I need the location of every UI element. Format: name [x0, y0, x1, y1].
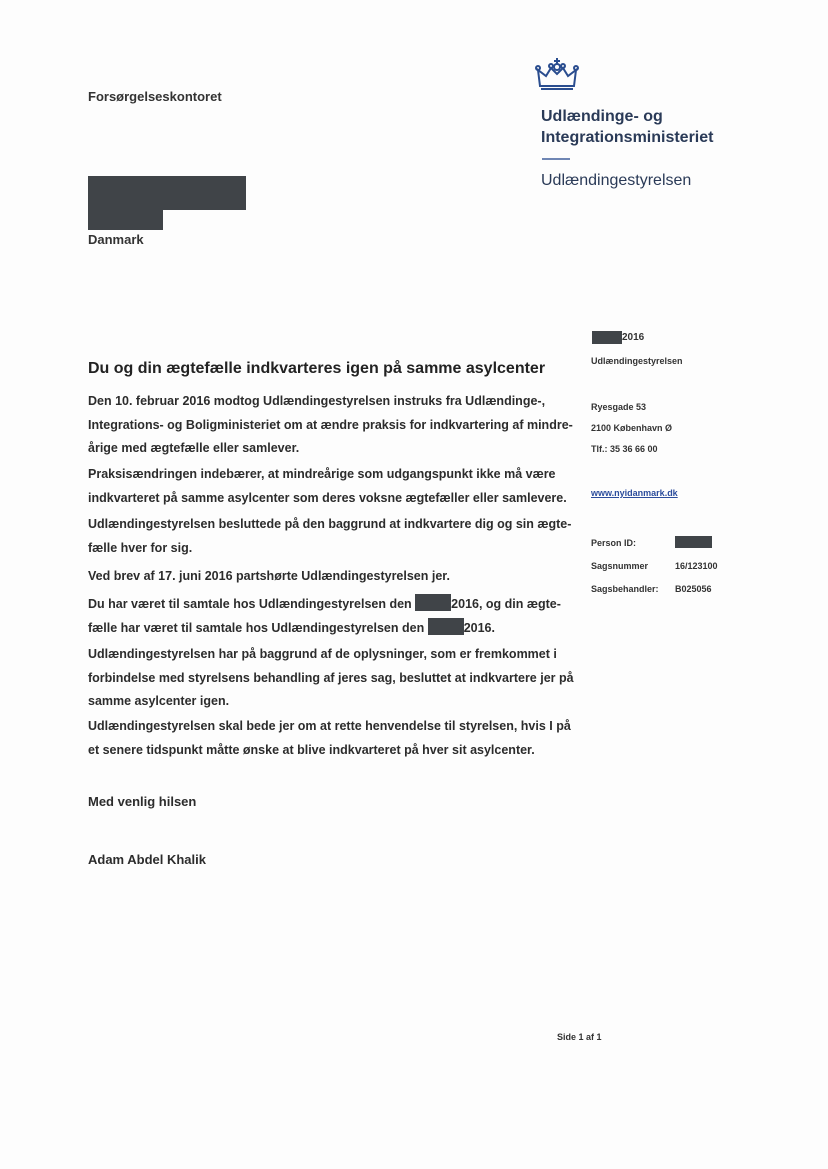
paragraph-2	[88, 463, 568, 510]
paragraph-line	[88, 617, 568, 641]
redacted-interview-date-1	[415, 594, 451, 611]
signer-name: Adam Abdel Khalik	[88, 852, 206, 867]
paragraph-4	[88, 565, 568, 589]
text-fragment: Du har været til samtale hos Udlændingestyrelsen den	[88, 597, 416, 611]
paragraph-line: Praksisændringen indebærer, at mindreårige som udgangspunkt ikke må være	[88, 467, 556, 481]
royal-crown-icon	[534, 56, 580, 92]
paragraph-line: et senere tidspunkt måtte ønske at blive indkvarteret på hver sit asylcenter.	[88, 742, 535, 757]
redacted-date	[592, 331, 622, 344]
paragraph-line: fælle hver for sig.	[88, 540, 193, 555]
ministry-line-1: Udlændinge- og	[541, 108, 663, 125]
case-officer-label: Sagsbehandler:	[591, 584, 659, 594]
text-fragment: 2016, og din ægte-	[451, 597, 561, 611]
agency-name: Udlændingestyrelsen	[541, 172, 692, 189]
redacted-interview-date-2	[428, 618, 464, 635]
case-number-label: Sagsnummer	[591, 561, 649, 571]
date-year: 2016	[622, 332, 645, 343]
sender-office: Forsørgelseskontoret	[88, 89, 222, 104]
recipient-country: Danmark	[88, 232, 144, 247]
paragraph-3	[88, 513, 572, 560]
redacted-recipient-address	[88, 196, 246, 210]
paragraph-line: forbindelse med styrelsens behandling af jeres sag, besluttet at indkvartere jer på	[88, 670, 574, 685]
paragraph-6	[88, 643, 574, 714]
paragraph-line: Udlændingestyrelsen besluttede på den baggrund at indkvartere dig og sin ægte-	[88, 517, 572, 531]
closing-greeting: Med venlig hilsen	[88, 794, 197, 809]
sidebar-phone: Tlf.: 35 36 66 00	[591, 444, 658, 454]
website-link[interactable]: www.nyidanmark.dk	[591, 488, 678, 498]
paragraph-1	[88, 390, 573, 461]
text-fragment: fælle har været til samtale hos Udlændingestyrelsen den	[88, 620, 428, 635]
paragraph-line: Udlændingestyrelsen skal bede jer om at rette henvendelse til styrelsen, hvis I på	[88, 719, 571, 733]
paragraph-line: samme asylcenter igen.	[88, 694, 230, 708]
case-officer-value: B025056	[675, 584, 712, 594]
letter-headline: Du og din ægtefælle indkvarteres igen på samme asylcenter	[88, 360, 546, 377]
sidebar-city: 2100 København Ø	[591, 423, 673, 433]
paragraph-line: Den 10. februar 2016 modtog Udlændingestyrelsen instruks fra Udlændinge-,	[88, 394, 546, 408]
paragraph-line: Udlændingestyrelsen har på baggrund af de oplysninger, som er fremkommet i	[88, 647, 557, 661]
redacted-recipient-postcode	[88, 210, 163, 230]
sidebar-org-name: Udlændingestyrelsen	[591, 356, 683, 366]
redacted-person-id	[675, 536, 712, 548]
paragraph-line: Ved brev af 17. juni 2016 partshørte Udlændingestyrelsen jer.	[88, 569, 450, 583]
ministry-name	[541, 106, 713, 148]
text-fragment: 2016.	[463, 620, 495, 635]
paragraph-line: indkvarteret på samme asylcenter som deres voksne ægtefæller eller samlevere.	[88, 490, 567, 505]
paragraph-line: Integrations- og Boligministeriet om at ændre praksis for indkvartering af mindre-	[88, 417, 573, 432]
paragraph-line	[88, 593, 568, 617]
page-number: Side 1 af 1	[557, 1032, 602, 1042]
ministry-line-2: Integrationsministeriet	[541, 129, 714, 146]
person-id-label: Person ID:	[591, 538, 637, 548]
redacted-recipient-name	[88, 176, 246, 196]
sidebar-street: Ryesgade 53	[591, 402, 647, 412]
letter-date	[592, 331, 644, 344]
paragraph-7	[88, 715, 571, 762]
paragraph-5	[88, 593, 568, 640]
case-number-value: 16/123100	[675, 561, 718, 571]
logo-divider	[542, 158, 570, 160]
paragraph-line: årige med ægtefælle eller samlever.	[88, 441, 300, 455]
